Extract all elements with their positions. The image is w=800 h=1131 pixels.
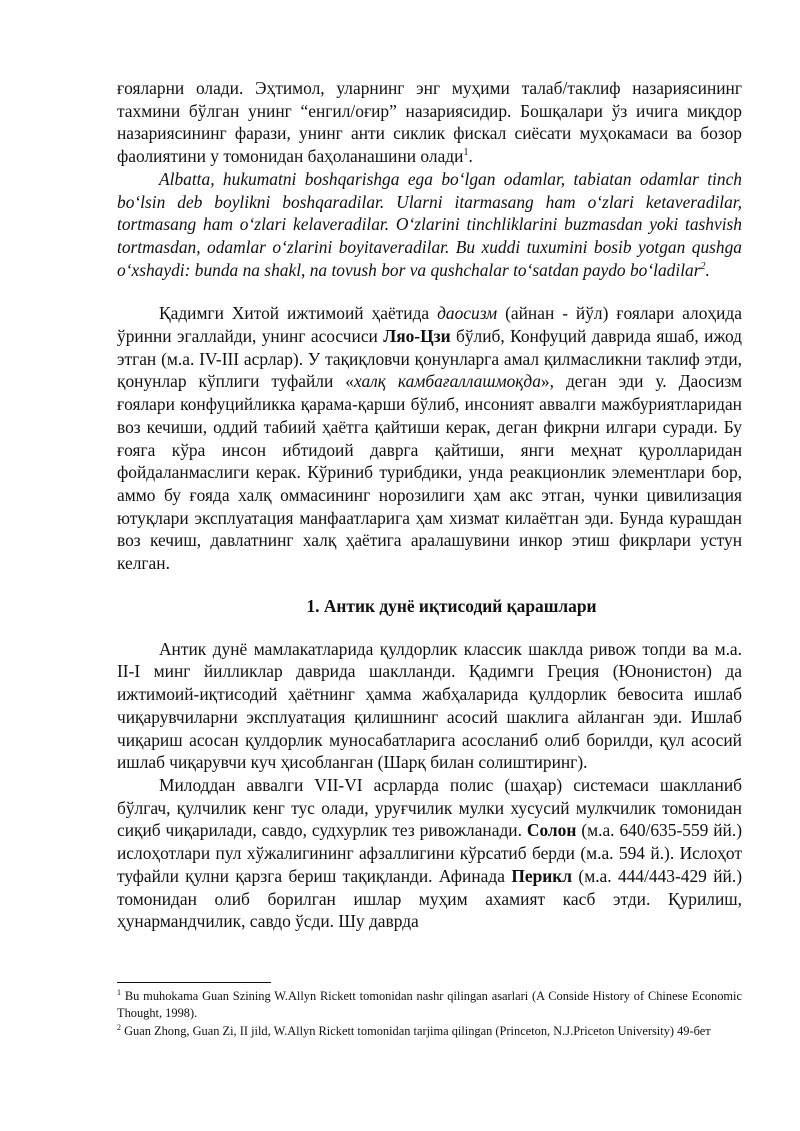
footnote-1 (117, 988, 742, 1022)
paragraph-5 (117, 774, 742, 933)
paragraph-3-text-e: бўлиб, Конфуций даврида яшаб, ижод этган (м.а. IV-III асрлар). У тақиқловчи қонунларга амал қилмасликни таклиф этди, қонунлар кўплиги туфайли « (117, 326, 743, 392)
paragraph-4: Антик дунё мамлакатларида қулдорлик классик шаклда ривож топди ва м.а. II-I минг йилликлар даврида шаклланди. Қадимги Греция (Юнонистон) да ижтимоий-иқтисодий ҳаётнинг ҳамма жабҳаларида қулдорлик бевосита ишлаб чиқарувчиларни эксплуатация қилишнинг асосий шаклига айланган эди. Ишлаб чиқариш асосан қулдорлик муносабатларига асосланиб олиб борилди, қул асосий ишлаб чиқарувчи куч ҳисобланган (Шарқ билан солиштиринг). (117, 638, 742, 773)
paragraph-2-end: . (705, 259, 710, 280)
name-pericles: Перикл (511, 865, 573, 886)
spacer (117, 618, 742, 638)
paragraph-1-end: . (468, 146, 473, 167)
name-lao-tzu: Ляо-Цзи (383, 326, 451, 347)
paragraph-3-text-a: Қадимги Хитой ижтимоий ҳаётида (159, 303, 438, 324)
footnote-1-number: 1 (117, 987, 121, 997)
spacer (117, 281, 742, 302)
footnote-2-number: 2 (117, 1022, 121, 1032)
section-heading: 1. Антик дунё иқтисодий қарашлари (306, 595, 597, 616)
footnote-2-text: Guan Zhong, Guan Zi, II jild, W.Allyn Rickett tomonidan tarjima qilingan (Princeton, N.J.Priceton University) 49-бет (121, 1024, 711, 1038)
quote-phrase: халқ камбағаллашмоқда (353, 371, 541, 392)
paragraph-5-text-a: Милоддан аввалги VII-VI асрларда полис (шаҳар) системаси шаклланиб бўлгач, қулчилик кенг тус олади, уруғчилик мулки хусусий мулкчилик томонидан сиқиб чиқарилади, савдо, судхурлик тез ривожланади. (117, 774, 742, 841)
paragraph-1 (117, 77, 742, 168)
footnote-2 (117, 1023, 742, 1040)
footnotes (117, 988, 742, 1041)
paragraph-5-text-e: (м.а. 444/443-429 йй.) томонидан олиб борилган ишлар муҳим ахамият касб этди. Қурилиш, ҳунармандчилик, савдо ўсди. Шу даврда (117, 865, 742, 932)
spacer (117, 575, 742, 595)
footnote-1-text: Bu muhokama Guan Szining W.Allyn Rickett tomonidan nashr qilingan asarlari (A Conside History of Chinese Economic Thought, 1998). (117, 989, 742, 1020)
name-solon: Солон (526, 820, 577, 841)
paragraph-3-text-g: », деган эди у. Даосизм ғоялари конфуцийликка қарама-қарши бўлиб, инсоният аввалги мажбуриятларидан воз кечиши, оддий табиий ҳаётга қайтиши керак, деган фикрни илгари суради. Бу ғояга кўра инсон ибтидоий даврга қайтиши, янги меҳнат қуролларидан фойдаланмаслиги керак. Кўриниб турибдики, унда реакционлик элементлари бор, аммо бу ғояда халқ оммасининг норозилиги ҳам акс этган, чунки цивилизация ютуқлари эксплуатация манфаатларига ҳам хизмат килаётган эди. Бунда курашдан воз кечиш, давлатнинг халқ ҳаётига аралашувини инкор этиш фикрлари устун келган. (117, 371, 743, 574)
paragraph-1-text: ғояларни олади. Эҳтимол, уларнинг энг муҳими талаб/таклиф назариясининг тахмини бўлган унинг “енгил/оғир” назариясидир. Бошқалари ўз ичига миқдор назариясининг фарази, унинг анти сиклик фискал сиёсати муҳокамаси ва бозор фаолиятини у томонидан баҳоланашини олади (117, 78, 742, 167)
paragraph-2-text: Albatta, hukumatni boshqarishga ega boʻlgan odamlar, tabiatan odamlar tinch boʻlsin deb boylikni boshqaradilar. Ularni itarmasang ham oʻzlari ketaveradilar, tortmasang ham oʻzlari kelaveradilar. Oʻzlarini tinchliklarini buzmasdan yoki tashvish tortmasdan, odamlar oʻzlarini boyitaveradilar. Bu xuddi tuxumini bosib yotgan qushga oʻxshaydi: bunda na shakl, na tovush bor va qushchalar toʻsatdan paydo boʻladilar (117, 168, 742, 280)
paragraph-2-quote (117, 168, 742, 282)
footnote-ref-2: 2 (700, 260, 706, 272)
paragraph-5-text-c: (м.а. 640/635-559 йй.) ислоҳотлари пул хўжалигининг афзаллигини кўрсатиб берди (м.а. 594 й.). Ислоҳот туфайли қулни қарзга бериш тақиқланди. Афинада (117, 820, 743, 886)
term-daoism: даосизм (437, 303, 498, 324)
footnote-divider (117, 982, 271, 983)
footnote-ref-1: 1 (463, 147, 469, 159)
paragraph-3-text-c: (айнан - йўл) ғоялари алоҳида ўринни эгаллайди, унинг асосчиси (117, 303, 743, 347)
main-text (117, 77, 742, 933)
paragraph-3 (117, 302, 742, 574)
